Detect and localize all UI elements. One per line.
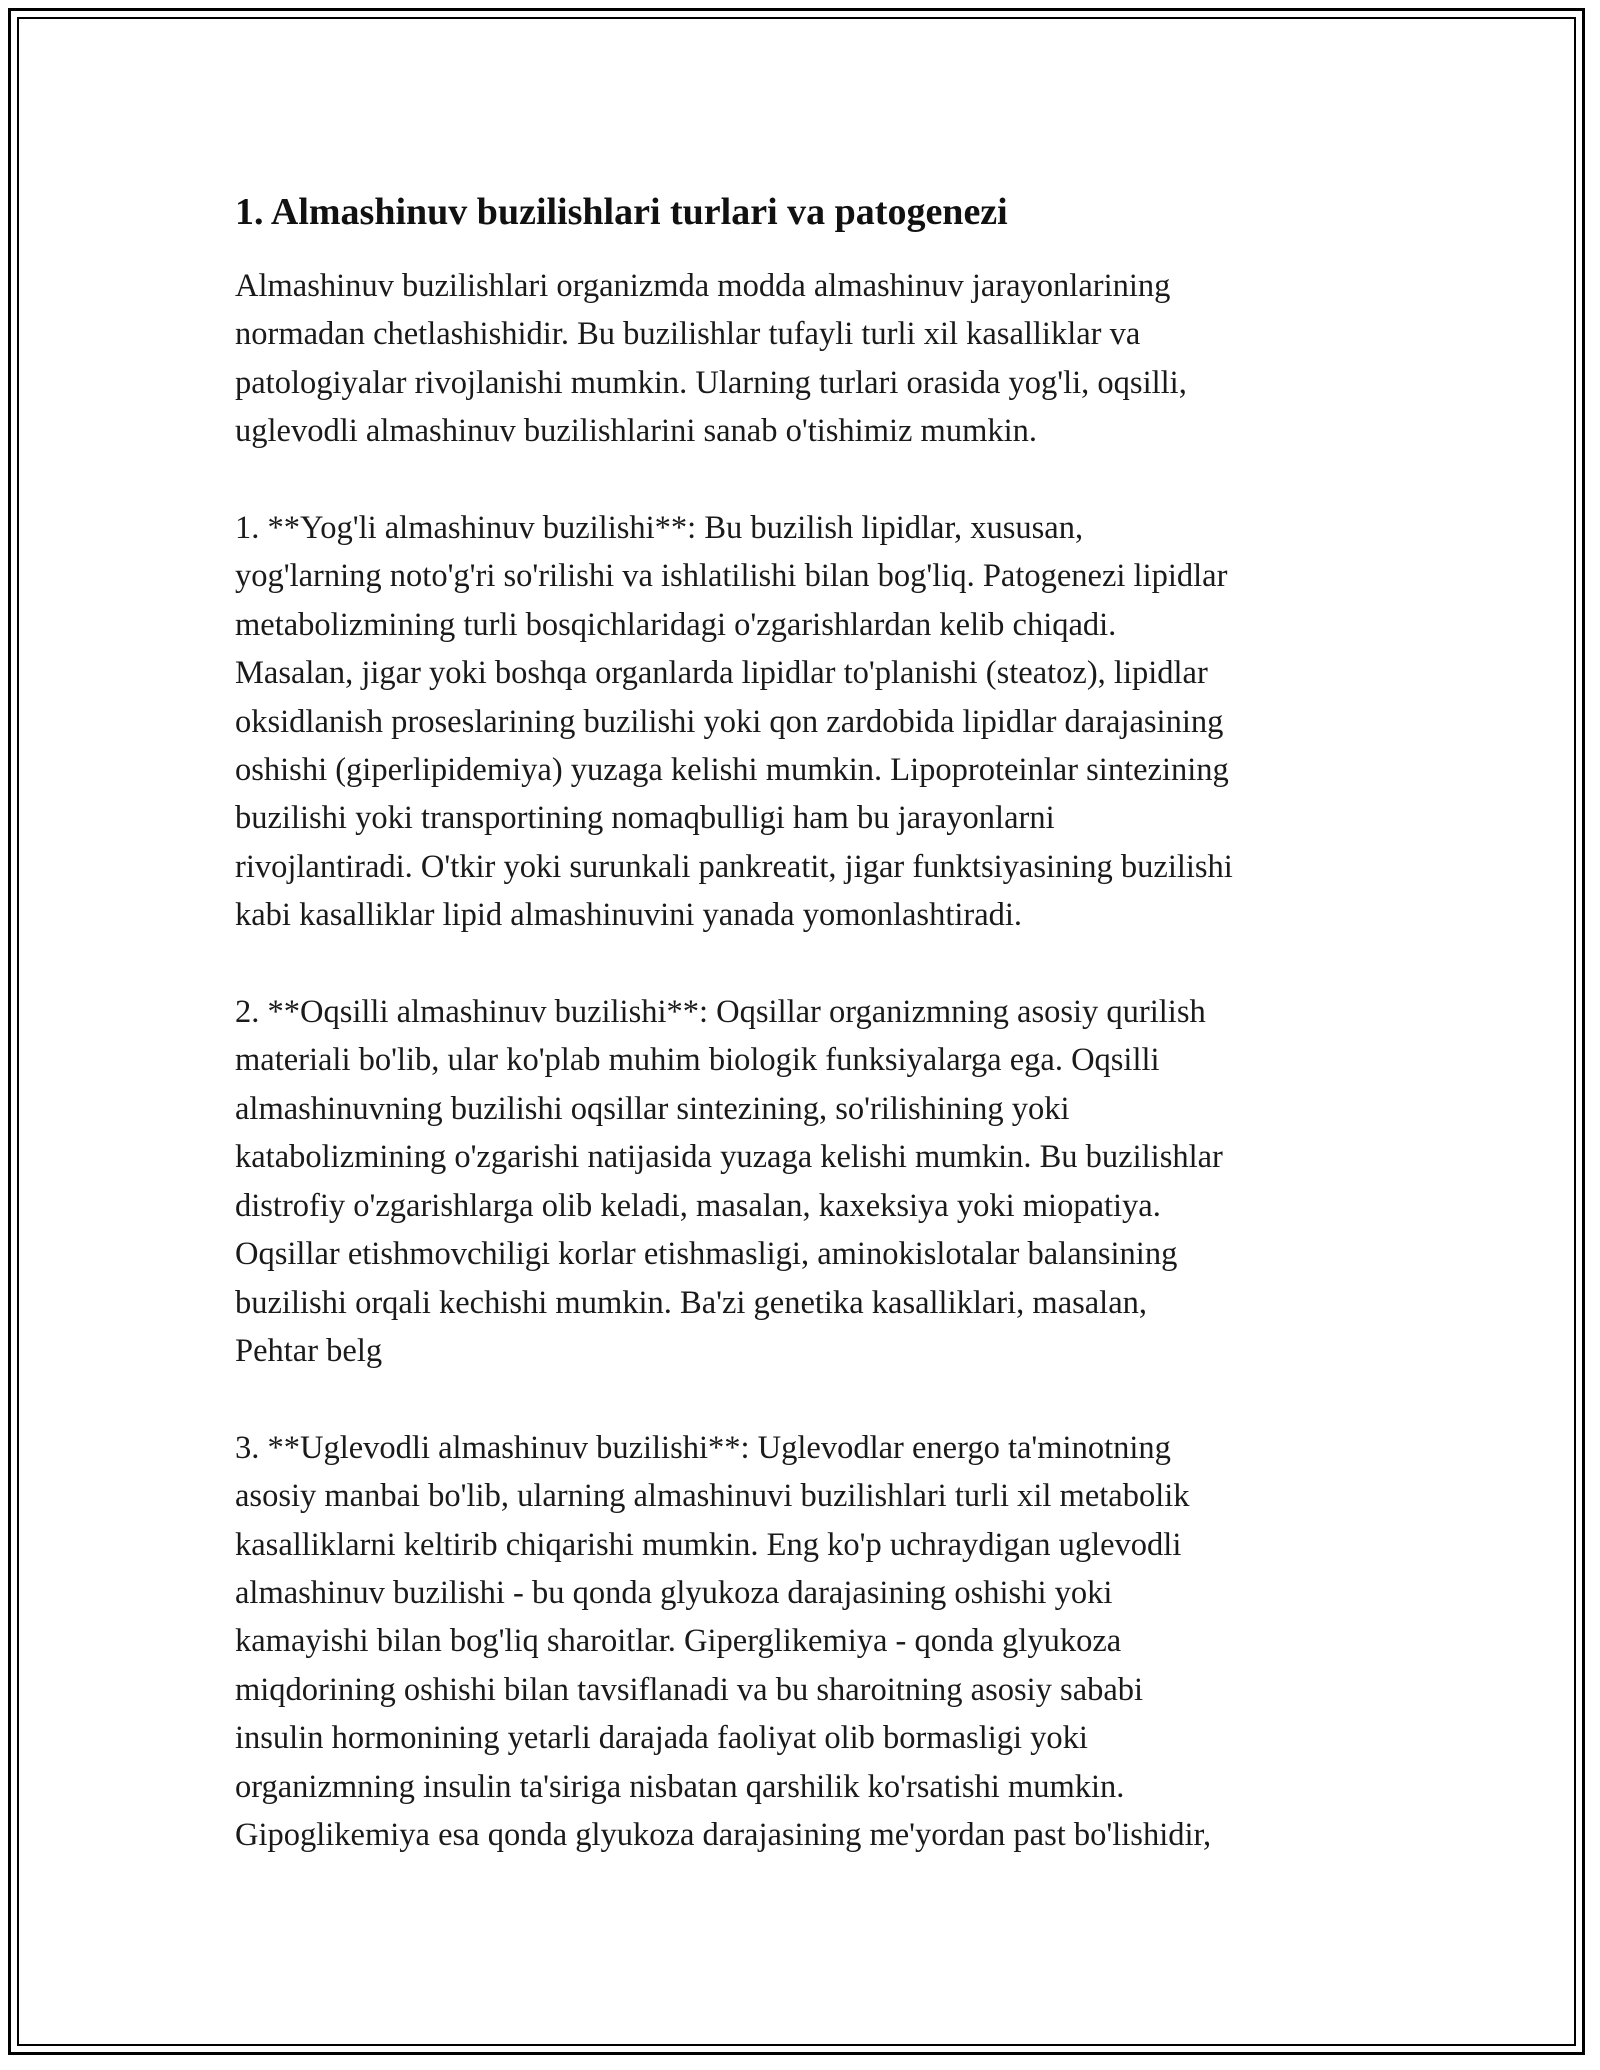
text-line: patologiyalar rivojlanishi mumkin. Ularning turlari orasida yog'li, oqsilli, — [235, 364, 1187, 401]
protein-metabolism-paragraph — [235, 988, 1375, 1375]
document-body — [235, 188, 1375, 1908]
text-line: oshishi (giperlipidemiya) yuzaga kelishi mumkin. Lipoproteinlar sintezining — [235, 752, 1229, 789]
text-line: organizmning insulin ta'siriga nisbatan qarshilik ko'rsatishi mumkin. — [235, 1768, 1125, 1805]
text-line: kasalliklarni keltirib chiqarishi mumkin. Eng ko'p uchraydigan uglevodli — [235, 1526, 1182, 1563]
intro-paragraph — [235, 262, 1375, 456]
carbohydrate-metabolism-paragraph — [235, 1424, 1375, 1860]
text-line: normadan chetlashishidir. Bu buzilishlar tufayli turli xil kasalliklar va — [235, 316, 1141, 353]
text-line: almashinuv buzilishi - bu qonda glyukoza darajasining oshishi yoki — [235, 1574, 1113, 1611]
text-line: 1. **Yog'li almashinuv buzilishi**: Bu buzilish lipidlar, xususan, — [235, 510, 1084, 547]
text-line: materiali bo'lib, ular ko'plab muhim biologik funksiyalarga ega. Oqsilli — [235, 1042, 1160, 1079]
text-line: almashinuvning buzilishi oqsillar sintezining, so'rilishining yoki — [235, 1090, 1070, 1127]
text-line: kamayishi bilan bog'liq sharoitlar. Giperglikemiya - qonda glyukoza — [235, 1623, 1122, 1660]
text-line: metabolizmining turli bosqichlaridagi o'zgarishlardan kelib chiqadi. — [235, 606, 1117, 643]
text-line: 2. **Oqsilli almashinuv buzilishi**: Oqsillar organizmning asosiy qurilish — [235, 994, 1206, 1031]
text-line: buzilishi yoki transportining nomaqbulligi ham bu jarayonlarni — [235, 800, 1055, 837]
text-line: Pehtar belg — [235, 1332, 383, 1369]
text-line: uglevodli almashinuv buzilishlarini sanab o'tishimiz mumkin. — [235, 413, 1038, 450]
text-line: kabi kasalliklar lipid almashinuvini yanada yomonlashtiradi. — [235, 897, 1023, 934]
text-line: Masalan, jigar yoki boshqa organlarda lipidlar to'planishi (steatoz), lipidlar — [235, 655, 1208, 692]
text-line: Oqsillar etishmovchiligi korlar etishmasligi, aminokislotalar balansining — [235, 1236, 1178, 1273]
text-line: asosiy manbai bo'lib, ularning almashinuvi buzilishlari turli xil metabolik — [235, 1478, 1190, 1515]
text-line: oksidlanish proseslarining buzilishi yoki qon zardobida lipidlar darajasining — [235, 703, 1224, 740]
text-line: insulin hormonining yetarli darajada faoliyat olib bormasligi yoki — [235, 1720, 1088, 1757]
text-line: Almashinuv buzilishlari organizmda modda almashinuv jarayonlarining — [235, 268, 1171, 304]
section-heading: 1. Almashinuv buzilishlari turlari va patogenezi — [235, 191, 1008, 233]
text-line: miqdorining oshishi bilan tavsiflanadi va bu sharoitning asosiy sababi — [235, 1671, 1144, 1708]
text-line: yog'larning noto'g'ri so'rilishi va ishlatilishi bilan bog'liq. Patogenezi lipidlar — [235, 558, 1228, 595]
text-line: buzilishi orqali kechishi mumkin. Ba'zi genetika kasalliklari, masalan, — [235, 1284, 1148, 1321]
text-line: Gipoglikemiya esa qonda glyukoza darajasining me'yordan past bo'lishidir, — [235, 1816, 1212, 1853]
fat-metabolism-paragraph — [235, 504, 1375, 940]
text-line: katabolizmining o'zgarishi natijasida yuzaga kelishi mumkin. Bu buzilishlar — [235, 1139, 1223, 1176]
text-line: rivojlantiradi. O'tkir yoki surunkali pankreatit, jigar funktsiyasining buzilishi — [235, 848, 1233, 885]
text-line: distrofiy o'zgarishlarga olib keladi, masalan, kaxeksiya yoki miopatiya. — [235, 1187, 1161, 1224]
text-line: 3. **Uglevodli almashinuv buzilishi**: Uglevodlar energo ta'minotning — [235, 1429, 1171, 1466]
